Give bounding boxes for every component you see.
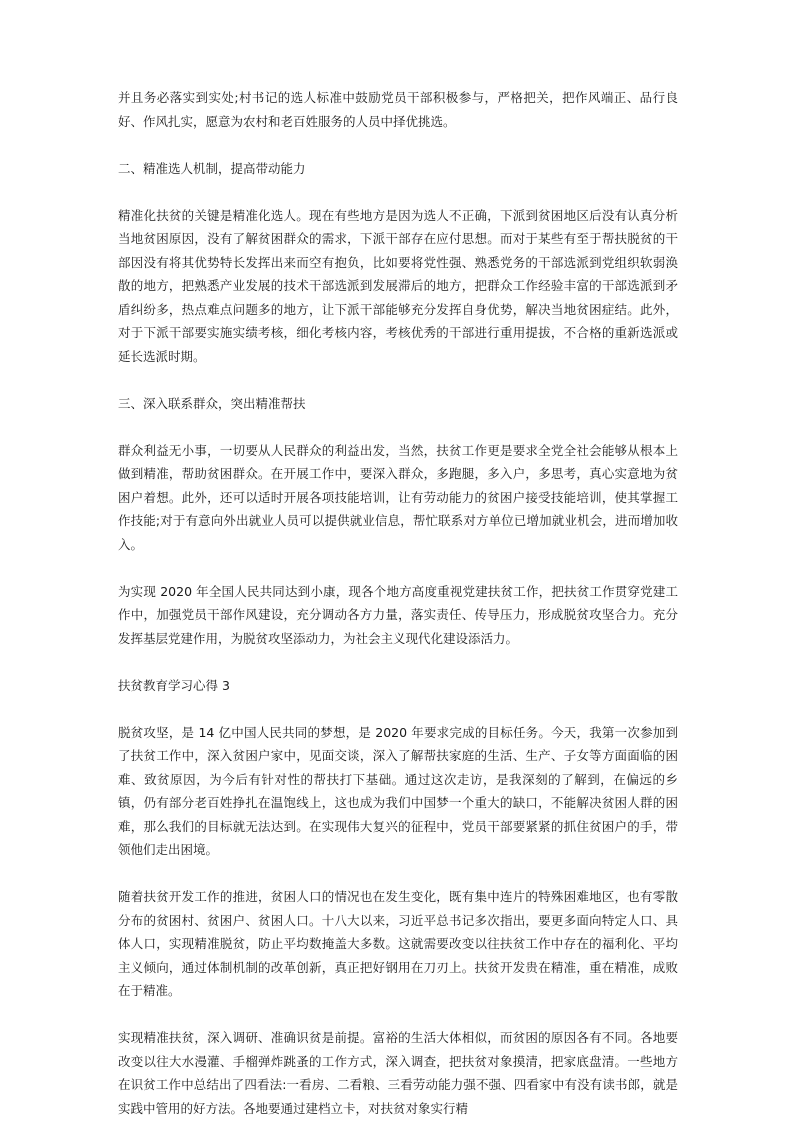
section-heading: 二、精准选人机制，提高带动能力 [118,160,306,176]
body-paragraph: 为实现 2020 年全国人民共同达到小康，现各个地方高度重视党建扶贫工作，把扶贫工作贯穿党建工作中，加强党员干部作风建设，充分调动各方力量，落实责任、传导压力，形成脱贫攻坚合力。充分发挥基层党建作用，为脱贫攻坚添动力，为社会主义现代化建设添活力。 [118,583,678,646]
body-paragraph: 并且务必落实到实处;村书记的选人标准中鼓励党员干部积极参与，严格把关，把作风端正、品行良好、作风扎实，愿意为农村和老百姓服务的人员中择优挑选。 [118,90,678,129]
paragraph-gap [118,1003,678,1027]
document-page [118,86,678,1120]
paragraph-gap [118,180,678,204]
section-heading: 三、深入联系群众，突出精准帮扶 [118,395,306,411]
paragraph-gap [118,133,678,157]
paragraph-gap [118,556,678,580]
paragraph-gap [118,697,678,721]
paragraph-gap [118,368,678,392]
body-paragraph: 精准化扶贫的关键是精准化选人。现在有些地方是因为选人不正确，下派到贫困地区后没有认真分析当地贫困原因，没有了解贫困群众的需求，下派干部存在应付思想。而对于某些有至于帮扶脱贫的干部因没有将其优势特长发挥出来而空有抱负，比如要将党性强、熟悉党务的干部选派到党组织软弱涣散的地方，把熟悉产业发展的技术干部选派到发展滞后的地方，把群众工作经验丰富的干部选派到矛盾纠纷多，热点难点问题多的地方，让下派干部能够充分发挥自身优势，解决当地贫困症结。此外，对于下派干部要实施实绩考核，细化考核内容，考核优秀的干部进行重用提拔，不合格的重新选派或延长选派时期。 [118,207,678,364]
body-paragraph: 群众利益无小事，一切要从人民群众的利益出发，当然，扶贫工作更是要求全党全社会能够从根本上做到精准，帮助贫困群众。在开展工作中，要深入群众，多跑腿，多入户，多思考，真心实意地为贫困户着想。此外，还可以适时开展各项技能培训，让有劳动能力的贫困户接受技能培训，使其掌握工作技能;对于有意向外出就业人员可以提供就业信息，帮忙联系对方单位已增加就业机会，进而增加收入。 [118,442,678,552]
body-paragraph: 实现精准扶贫，深入调研、准确识贫是前提。富裕的生活大体相似，而贫困的原因各有不同。各地要改变以往大水漫灌、手榴弹炸跳蚤的工作方式，深入调查，把扶贫对象摸清，把家底盘清。一些地方在识贫工作中总结出了四看法:一看房、二看粮、三看劳动能力强不强、四看家中有没有读书郎，就是实践中管用的好方法。各地要通过建档立卡，对扶贫对象实行精 [118,1030,678,1116]
body-paragraph: 随着扶贫开发工作的推进，贫困人口的情况也在发生变化，既有集中连片的特殊困难地区，也有零散分布的贫困村、贫困户、贫困人口。十八大以来，习近平总书记多次指出，要更多面向特定人口、具体人口，实现精准脱贫，防止平均数掩盖大多数。这就需要改变以往扶贫工作中存在的福利化、平均主义倾向，通过体制机制的改革创新，真正把好钢用在刀刃上。扶贫开发贵在精准，重在精准，成败在于精准。 [118,889,678,998]
body-paragraph: 脱贫攻坚，是 14 亿中国人民共同的梦想，是 2020 年要求完成的目标任务。今天，我第一次参加到了扶贫工作中，深入贫困户家中，见面交谈，深入了解帮扶家庭的生活、生产、子女等方面面临的困难、致贫原因，为今后有针对性的帮扶打下基础。通过这次走访，是我深刻的了解到，在偏远的乡镇，仍有部分老百姓挣扎在温饱线上，这也成为我们中国梦一个重大的缺口，不能解决贫困人群的困难，那么我们的目标就无法达到。在实现伟大复兴的征程中，党员干部要紧紧的抓住贫困户的手，带领他们走出困境。 [118,724,678,857]
paragraph-gap [118,650,678,674]
paragraph-gap [118,415,678,439]
paragraph-gap [118,862,678,886]
section-heading: 扶贫教育学习心得 3 [118,677,230,693]
